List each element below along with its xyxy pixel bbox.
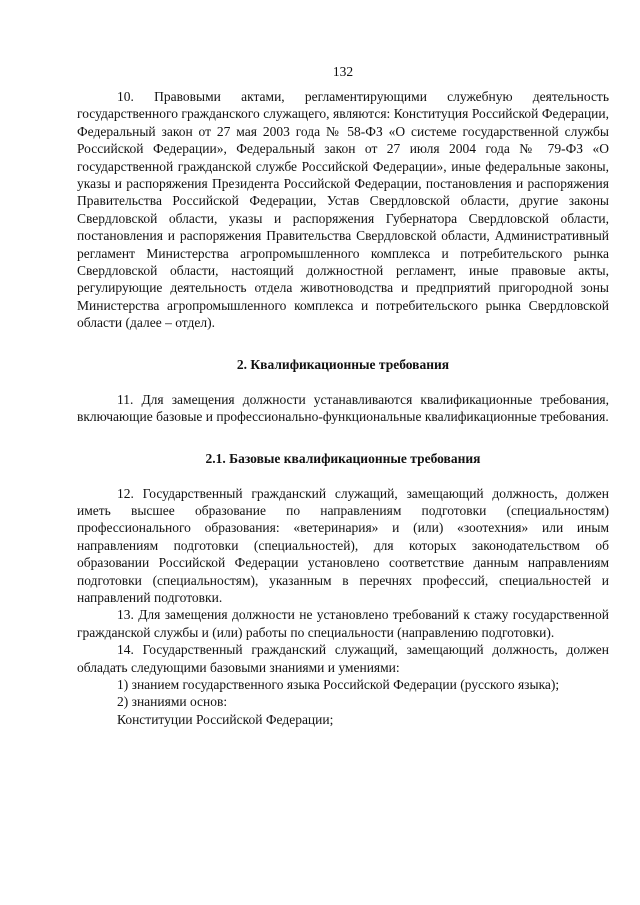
paragraph-10: 10. Правовыми актами, регламентирующими служебную деятельность государственного гражданского служащего, являются: Конституция Российской Федерации, Федеральный закон от 27 мая 2003 года № 58-ФЗ «О системе государственной службы Российской Федерации», Федеральный закон от 27 июля 2004 года № 79-ФЗ «О государственной гражданской службе Российской Федерации», иные федеральные законы, указы и распоряжения Президента Российской Федерации, постановления и распоряжения Правительства Российской Федерации, Устав Свердловской области, другие законы Свердловской области, указы и распоряжения Губернатора Свердловской области, постановления и распоряжения Правительства Свердловской области, Административный регламент Министерства агропромышленного комплекса и потребительского рынка Свердловской области, настоящий должностной регламент, иные правовые акты, регулирующие деятельность отдела животноводства и предприятий пригородной зоны Министерства агропромышленного комплекса и потребительского рынка Свердловской области (далее – отдел).	[77, 89, 609, 331]
section-heading-2-1: 2.1. Базовые квалификационные требования	[205, 450, 481, 466]
paragraph-14: 14. Государственный гражданский служащий, замещающий должность, должен обладать следующими базовыми знаниями и умениями:	[77, 642, 609, 675]
paragraph-11: 11. Для замещения должности устанавливаются квалификационные требования, включающие базовые и профессионально-функциональные квалификационные требования.	[77, 391, 609, 425]
page-number: 132	[332, 64, 354, 79]
paragraph-12: 12. Государственный гражданский служащий, замещающий должность, должен иметь высшее образование по направлениям подготовки (специальностям) профессионального образования: «ветеринария» и (или) «зоотехния» или иным направлениям подготовки (специальностей), для которых законодательством об образовании Российской Федерации установлено соответствие данным направлениям подготовки (специальностям), указанным в перечнях профессий, специальностей и направлений подготовки.	[77, 485, 609, 605]
section-heading-2: 2. Квалификационные требования	[236, 356, 450, 372]
paragraph-14-item-2: 2) знаниями основ:	[117, 694, 228, 710]
paragraph-13: 13. Для замещения должности не установлено требований к стажу государственной гражданской службы и (или) работы по специальности (направлению подготовки).	[77, 607, 609, 640]
paragraph-14-item-3: Конституции Российской Федерации;	[117, 711, 334, 727]
paragraph-14-item-1: 1) знанием государственного языка Российской Федерации (русского языка);	[117, 676, 560, 692]
